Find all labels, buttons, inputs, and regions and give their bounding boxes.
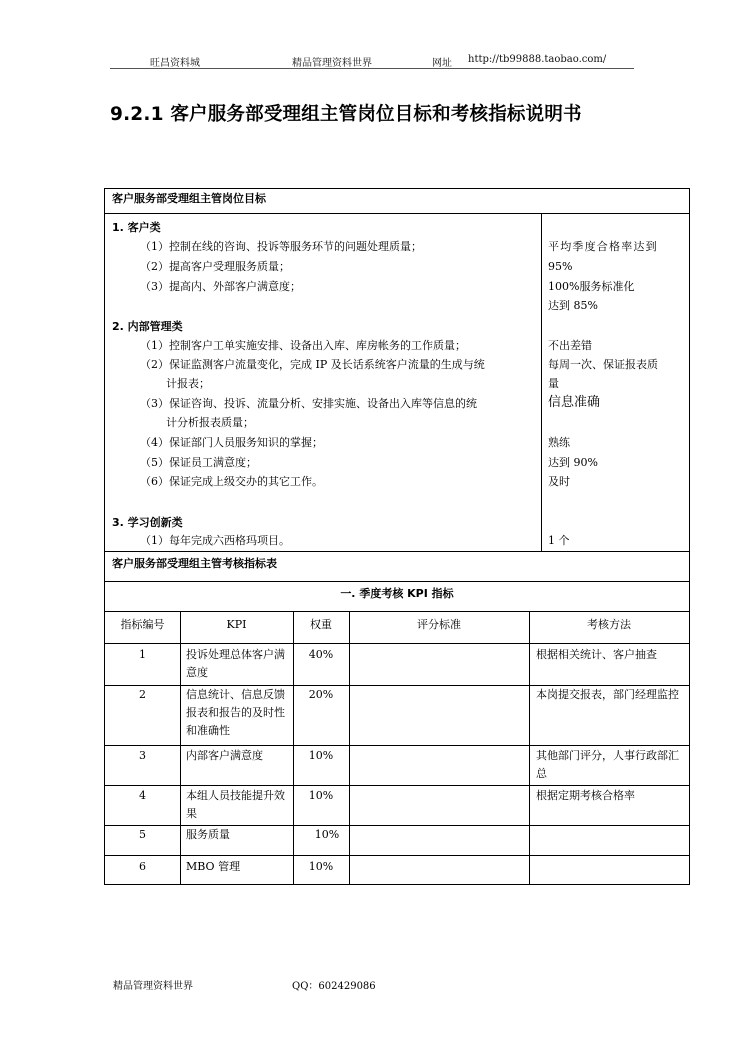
goal-item: （2）保证监测客户流量变化，完成 IP 及长话系统客户流量的生成与统 [140,358,485,371]
table-rule [105,213,689,214]
goal-target: 每周一次、保证报表质 [548,358,658,371]
kpi-id: 4 [139,789,146,802]
kpi-col-header: KPI [226,618,247,631]
kpi-col-header: 指标编号 [120,618,165,631]
kpi-name: MBO 管理 [186,860,241,873]
kpi-col-header: 评分标准 [417,618,461,631]
table-rule [105,855,689,856]
kpi-weight: 20% [308,688,334,701]
kpi-method: 根据相关统计、客户抽查 [536,648,657,661]
goal-item-continued: 计分析报表质量； [166,416,254,429]
goal-target: 及时 [548,475,570,488]
goal-item: （5）保证员工满意度； [140,456,257,469]
table-rule [105,785,689,786]
goal-item: （1）控制在线的咨询、投诉等服务环节的问题处理质量； [140,240,422,253]
goal-target: 平均季度合格率达到 [548,240,658,253]
goal-item: （6）保证完成上级交办的其它工作。 [140,475,323,488]
kpi-id: 6 [139,860,146,873]
goal-target: 达到 85% [548,299,598,312]
header-url[interactable]: http://tb99888.taobao.com/ [468,54,607,65]
goal-target: 1 个 [548,534,570,547]
goal-item: （3）保证咨询、投诉、流量分析、安排实施、设备出入库等信息的统 [140,397,477,410]
table-rule [105,745,689,746]
table-rule [105,611,689,612]
goal-target: 熟练 [548,436,570,449]
table-rule [541,213,542,551]
goals-section-title: 客户服务部受理组主管岗位目标 [112,192,266,205]
table-rule [105,581,689,582]
header-divider [110,68,634,69]
goal-target: 量 [548,377,559,390]
goal-heading-learning: 3. 学习创新类 [112,516,183,529]
footer-qq: QQ：602429086 [292,981,376,992]
kpi-name: 服务质量 [186,828,230,841]
kpi-name: 本组人员技能提升效果 [186,789,285,820]
kpi-weight: 40% [308,648,334,661]
goal-target: 95% [548,260,573,273]
kpi-weight: 10% [308,789,334,802]
page-title: 9.2.1 客户服务部受理组主管岗位目标和考核指标说明书 [110,104,582,125]
goal-item: （1）控制客户工单实施安排、设备出入库、库房帐务的工作质量； [140,339,466,352]
table-rule [105,643,689,644]
table-rule [529,611,530,885]
kpi-method: 本岗提交报表，部门经理监控 [536,688,679,701]
kpi-col-header: 考核方法 [587,618,631,631]
goal-item: （3）提高内、外部客户满意度； [140,280,301,293]
kpi-method: 根据定期考核合格率 [536,789,635,802]
kpi-id: 3 [139,749,146,762]
kpi-name: 内部客户满意度 [186,749,263,762]
kpi-name: 投诉处理总体客户满意度 [186,648,285,679]
header-url-label: 网址 [432,58,452,69]
goal-item: （2）提高客户受理服务质量； [140,260,290,273]
goal-target: 信息准确 [548,395,601,410]
goal-target: 达到 90% [548,456,598,469]
footer-world: 精品管理资料世界 [113,981,193,992]
table-rule [105,551,689,552]
kpi-id: 5 [139,828,146,841]
goal-heading-internal: 2. 内部管理类 [112,320,183,333]
goal-item-continued: 计报表； [166,377,210,390]
header-shop: 旺昌资料城 [150,58,200,69]
kpi-weight: 10% [308,860,334,873]
goal-target: 不出差错 [548,339,592,352]
kpi-weight: 10% [314,828,340,841]
kpi-id: 1 [139,648,146,661]
kpi-col-header: 权重 [310,618,332,631]
kpi-subtitle: 一. 季度考核 KPI 指标 [340,587,454,600]
kpi-name: 信息统计、信息反馈报表和报告的及时性和准确性 [186,688,285,737]
kpi-weight: 10% [308,749,334,762]
goal-heading-customer: 1. 客户类 [112,221,161,234]
goal-item: （1）每年完成六西格玛项目。 [140,534,290,547]
header-world: 精品管理资料世界 [292,58,372,69]
kpi-id: 2 [139,688,146,701]
goal-item: （4）保证部门人员服务知识的掌握； [140,436,323,449]
table-rule [180,611,181,885]
goal-target: 100%服务标准化 [548,280,635,293]
kpi-method: 其他部门评分，人事行政部汇总 [536,749,679,780]
kpi-section-title: 客户服务部受理组主管考核指标表 [112,557,277,570]
